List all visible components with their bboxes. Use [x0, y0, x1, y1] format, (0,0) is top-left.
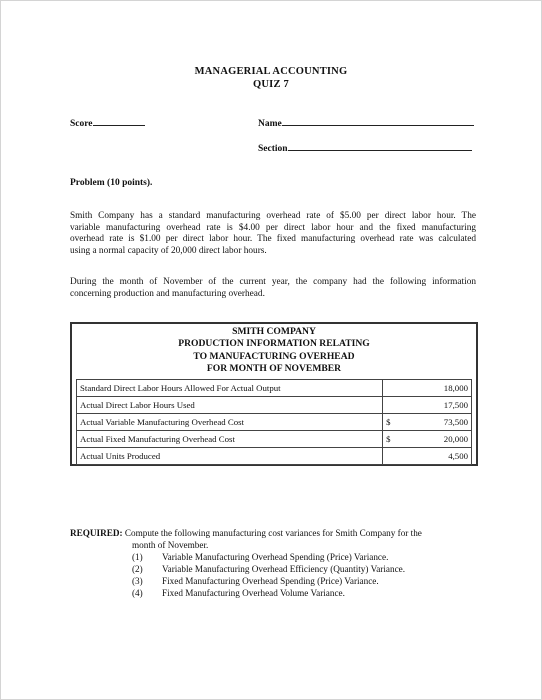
table-row: [77, 380, 472, 397]
name-blank: [282, 116, 474, 126]
table-row: [77, 414, 472, 431]
row-label: Actual Direct Labor Hours Used: [77, 397, 383, 414]
section-blank: [288, 141, 472, 151]
production-info-heading: [72, 324, 476, 375]
paragraph-line: using a normal capacity of 20,000 direct labor hours.: [70, 245, 267, 256]
paragraph-line: concerning production and manufacturing overhead.: [70, 288, 265, 299]
item-text: Variable Manufacturing Overhead Efficiency (Quantity) Variance.: [162, 564, 406, 574]
paragraph-line: Smith Company has a standard manufacturing overhead rate of $5.00 per direct labor hour. The: [70, 211, 476, 221]
row-currency: $: [383, 431, 419, 448]
problem-paragraph-1: [70, 211, 476, 257]
production-info-box: [70, 322, 478, 466]
row-label: Actual Units Produced: [77, 448, 383, 465]
required-label: REQUIRED:: [70, 528, 123, 538]
item-number: (3): [132, 576, 143, 586]
score-label: Score: [70, 119, 93, 129]
heading-line: TO MANUFACTURING OVERHEAD: [193, 350, 355, 362]
document-title: MANAGERIAL ACCOUNTING: [194, 66, 348, 77]
table-row: [77, 448, 472, 465]
row-label: Standard Direct Labor Hours Allowed For Actual Output: [77, 380, 383, 397]
row-value: 18,000: [419, 380, 471, 397]
row-currency: $: [383, 414, 419, 431]
item-text: Fixed Manufacturing Overhead Volume Variance.: [162, 588, 345, 598]
table-row: [77, 431, 472, 448]
item-number: (4): [132, 588, 143, 598]
item-number: (2): [132, 564, 143, 574]
heading-line: PRODUCTION INFORMATION RELATING: [178, 338, 370, 350]
paragraph-line: variable manufacturing overhead rate is $4.00 per direct labor hour and the fixed manufacturing: [70, 222, 476, 233]
item-text: Variable Manufacturing Overhead Spending (Price) Variance.: [162, 552, 389, 562]
paragraph-line: overhead rate is $1.00 per direct labor hour. The fixed manufacturing overhead rate was calculated: [70, 234, 476, 244]
problem-heading: Problem (10 points).: [70, 178, 153, 188]
row-value: 17,500: [419, 397, 471, 414]
row-currency: [383, 380, 419, 397]
heading-line: FOR MONTH OF NOVEMBER: [206, 362, 342, 374]
problem-paragraph-2: [70, 277, 476, 300]
score-field: [70, 116, 145, 129]
table-row: [77, 397, 472, 414]
item-number: (1): [132, 552, 143, 562]
item-text: Fixed Manufacturing Overhead Spending (Price) Variance.: [162, 576, 379, 586]
required-intro: Compute the following manufacturing cost variances for Smith Company for the: [124, 528, 422, 538]
row-currency: [383, 397, 419, 414]
section-label: Section: [258, 144, 288, 154]
production-info-table: [76, 379, 472, 465]
row-currency: [383, 448, 419, 465]
section-field: [258, 141, 472, 154]
row-value: 73,500: [419, 414, 471, 431]
row-label: Actual Variable Manufacturing Overhead Cost: [77, 414, 383, 431]
name-label: Name: [258, 119, 282, 129]
required-intro-cont: month of November.: [132, 540, 209, 550]
heading-line: SMITH COMPANY: [232, 326, 316, 337]
paragraph-line: During the month of November of the current year, the company had the following information: [70, 277, 476, 287]
document-subtitle: QUIZ 7: [253, 79, 289, 90]
name-field: [258, 116, 474, 129]
row-label: Actual Fixed Manufacturing Overhead Cost: [77, 431, 383, 448]
row-value: 4,500: [419, 448, 471, 465]
score-blank: [93, 116, 145, 126]
row-value: 20,000: [419, 431, 471, 448]
